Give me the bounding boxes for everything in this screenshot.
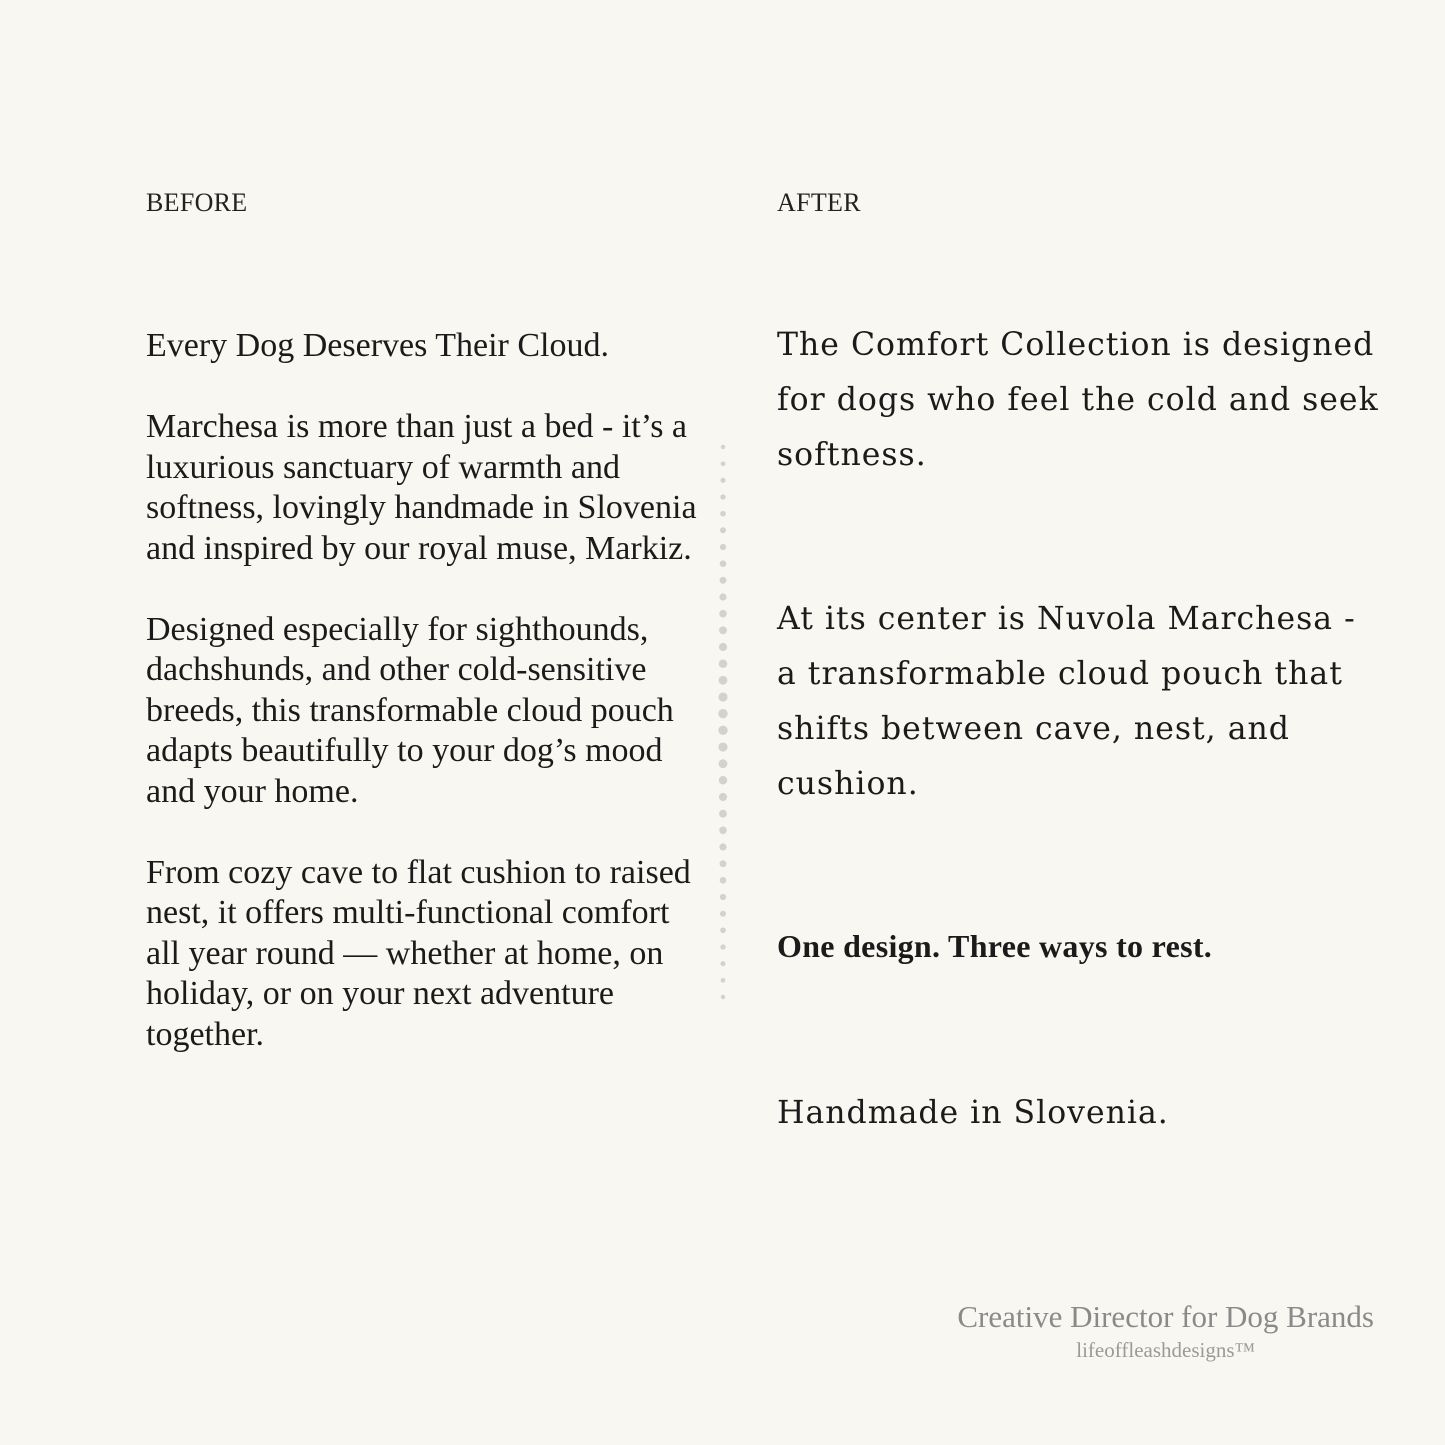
before-paragraph-intro: Marchesa is more than just a bed - it’s a luxurious sanctuary of warmth and softness, lovingly handmade in Slovenia and inspired by our royal muse, Markiz. (146, 408, 697, 567)
divider-dot (719, 810, 727, 818)
footer-title: Creative Director for Dog Brands (957, 1299, 1374, 1334)
dotted-divider-graphic (717, 444, 729, 1004)
after-p2-line-4: cushion. (777, 766, 919, 802)
divider-dot (720, 860, 727, 867)
divider-dot (720, 511, 726, 517)
divider-dot (719, 626, 727, 634)
divider-dot (719, 659, 728, 668)
footer-subtitle: lifeoffleashdesigns™ (1076, 1338, 1256, 1362)
divider-dot (721, 978, 726, 983)
after-tagline: One design. Three ways to rest. (777, 928, 1213, 964)
after-p1-line-1: The Comfort Collection is designed (777, 327, 1375, 363)
divider-dot (719, 676, 728, 685)
divider-dot (720, 478, 725, 483)
divider-dot (720, 577, 727, 584)
before-paragraph-breeds: Designed especially for sighthounds, dachshunds, and other cold-sensitive breeds, this transformable cloud pouch adapts beautifully to your dog’s mood and your home. (146, 610, 674, 810)
before-headline: Every Dog Deserves Their Cloud. (146, 327, 609, 364)
after-p2-line-3: shifts between cave, nest, and (777, 711, 1290, 747)
after-p1-line-3: softness. (777, 437, 927, 473)
after-paragraph-collection (777, 318, 1379, 483)
after-p1-line-2: for dogs who feel the cold and seek (777, 382, 1379, 418)
divider-dot (720, 894, 726, 900)
divider-dot (720, 494, 725, 499)
before-copy (146, 326, 706, 1055)
divider-dot (720, 877, 727, 884)
divider-dot (719, 610, 727, 618)
divider-dot (718, 742, 727, 751)
dotted-divider (717, 444, 729, 1004)
divider-dot (719, 643, 727, 651)
after-label: AFTER (777, 188, 861, 217)
divider-dot (719, 827, 727, 835)
divider-dot (718, 709, 727, 718)
after-origin: Handmade in Slovenia. (777, 1095, 1169, 1131)
after-paragraph-product (777, 592, 1356, 812)
divider-dot (719, 593, 726, 600)
divider-dot (719, 843, 726, 850)
divider-dot (721, 995, 725, 999)
before-label: BEFORE (146, 188, 248, 217)
divider-dot (720, 911, 726, 917)
after-p2-line-2: a transformable cloud pouch that (777, 656, 1343, 692)
divider-dot (718, 726, 727, 735)
divider-dot (719, 793, 727, 801)
after-p2-line-1: At its center is Nuvola Marchesa - (777, 601, 1356, 637)
footer-signature (957, 1298, 1374, 1364)
divider-dot (721, 461, 726, 466)
divider-dot (720, 944, 725, 949)
divider-dot (718, 692, 727, 701)
divider-dot (719, 776, 728, 785)
divider-dot (720, 927, 726, 933)
divider-dot (720, 961, 725, 966)
divider-dot (720, 527, 726, 533)
divider-dot (721, 445, 725, 449)
before-paragraph-versatility: From cozy cave to flat cushion to raised nest, it offers multi-functional comfort all year round — whether at home, on holiday, or on your next adventure together. (146, 853, 691, 1053)
divider-dot (720, 544, 726, 550)
divider-dot (719, 759, 728, 768)
divider-dot (720, 560, 727, 567)
